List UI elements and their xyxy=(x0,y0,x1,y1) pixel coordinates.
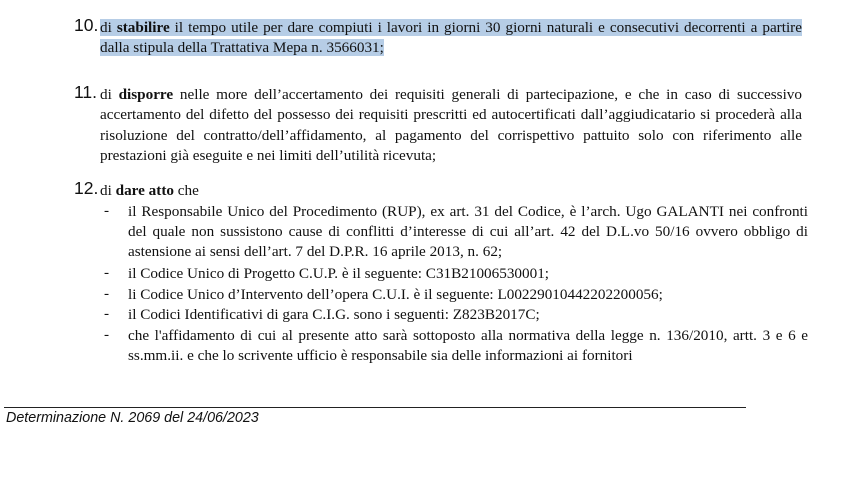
bullet-dash: - xyxy=(104,202,110,219)
bullet-rup: il Responsabile Unico del Procedimento (RUP), ex art. 31 del Codice, è l’arch. Ugo GALANTI nei confronti del quale non sussistono cause di conflitti d’interesse di cui all’art. 42 del D.L.vo 50/16 ovvero obbligo di astensione ai sensi dell’art. 7 del D.P.R. 16 aprile 2013, n. 62; xyxy=(128,203,808,261)
bullet-cig: il Codici Identificativi di gara C.I.G. sono i seguenti: Z823B2017C; xyxy=(128,306,540,323)
item-10-body: il tempo utile per dare compiuti i lavori in giorni 30 giorni naturali e consecutivi decorrenti a partire dalla stipula della Trattativa Mepa n. 3566031; xyxy=(100,19,802,57)
item-10-prefix: di xyxy=(100,19,117,36)
footer-rule xyxy=(4,407,746,408)
bullet-cui: li Codice Unico d’Intervento dell’opera C.U.I. è il seguente: L00229010442202200056; xyxy=(128,286,663,303)
item-12-number: 12. xyxy=(74,178,99,198)
bullet-dash: - xyxy=(104,326,110,343)
item-12-text xyxy=(100,181,802,201)
footer-determination: Determinazione N. 2069 del 24/06/2023 xyxy=(6,410,259,426)
bullet-dash: - xyxy=(104,264,110,281)
item-11-text xyxy=(100,85,802,166)
item-12-prefix: di xyxy=(100,182,116,199)
bullet-dash: - xyxy=(104,305,110,322)
bullet-cup: il Codice Unico di Progetto C.U.P. è il seguente: C31B21006530001; xyxy=(128,265,550,282)
bullet-tracciabilita: che l'affidamento di cui al presente atto sarà sottoposto alla normativa della legge n. 136/2010, artt. 3 e 6 e ss.mm.ii. e che lo scrivente ufficio è responsabile sia delle informazioni ai fornitori xyxy=(128,327,808,365)
item-11-prefix: di xyxy=(100,86,119,103)
item-11-number: 11. xyxy=(74,82,98,102)
item-11-body: nelle more dell’accertamento dei requisiti generali di partecipazione, e che in caso di successivo accertamento del difetto del possesso dei requisiti prescritti ed autocertificati dall’aggiudicatario si procederà alla risoluzione del contratto/dell’affidamento, al pagamento del corrispettivo pattuito solo con riferimento alle prestazioni già eseguite e nei limiti dell’utilità ricevuta; xyxy=(100,86,802,164)
item-12-verb: dare atto xyxy=(115,182,174,199)
item-10-highlight xyxy=(100,19,802,56)
item-12-body: che xyxy=(173,182,199,199)
bullet-dash: - xyxy=(104,285,110,302)
item-10-verb: stabilire xyxy=(116,19,170,36)
item-10-number: 10. xyxy=(74,15,99,35)
item-10-text[interactable] xyxy=(100,18,802,59)
item-11-verb: disporre xyxy=(118,86,174,103)
